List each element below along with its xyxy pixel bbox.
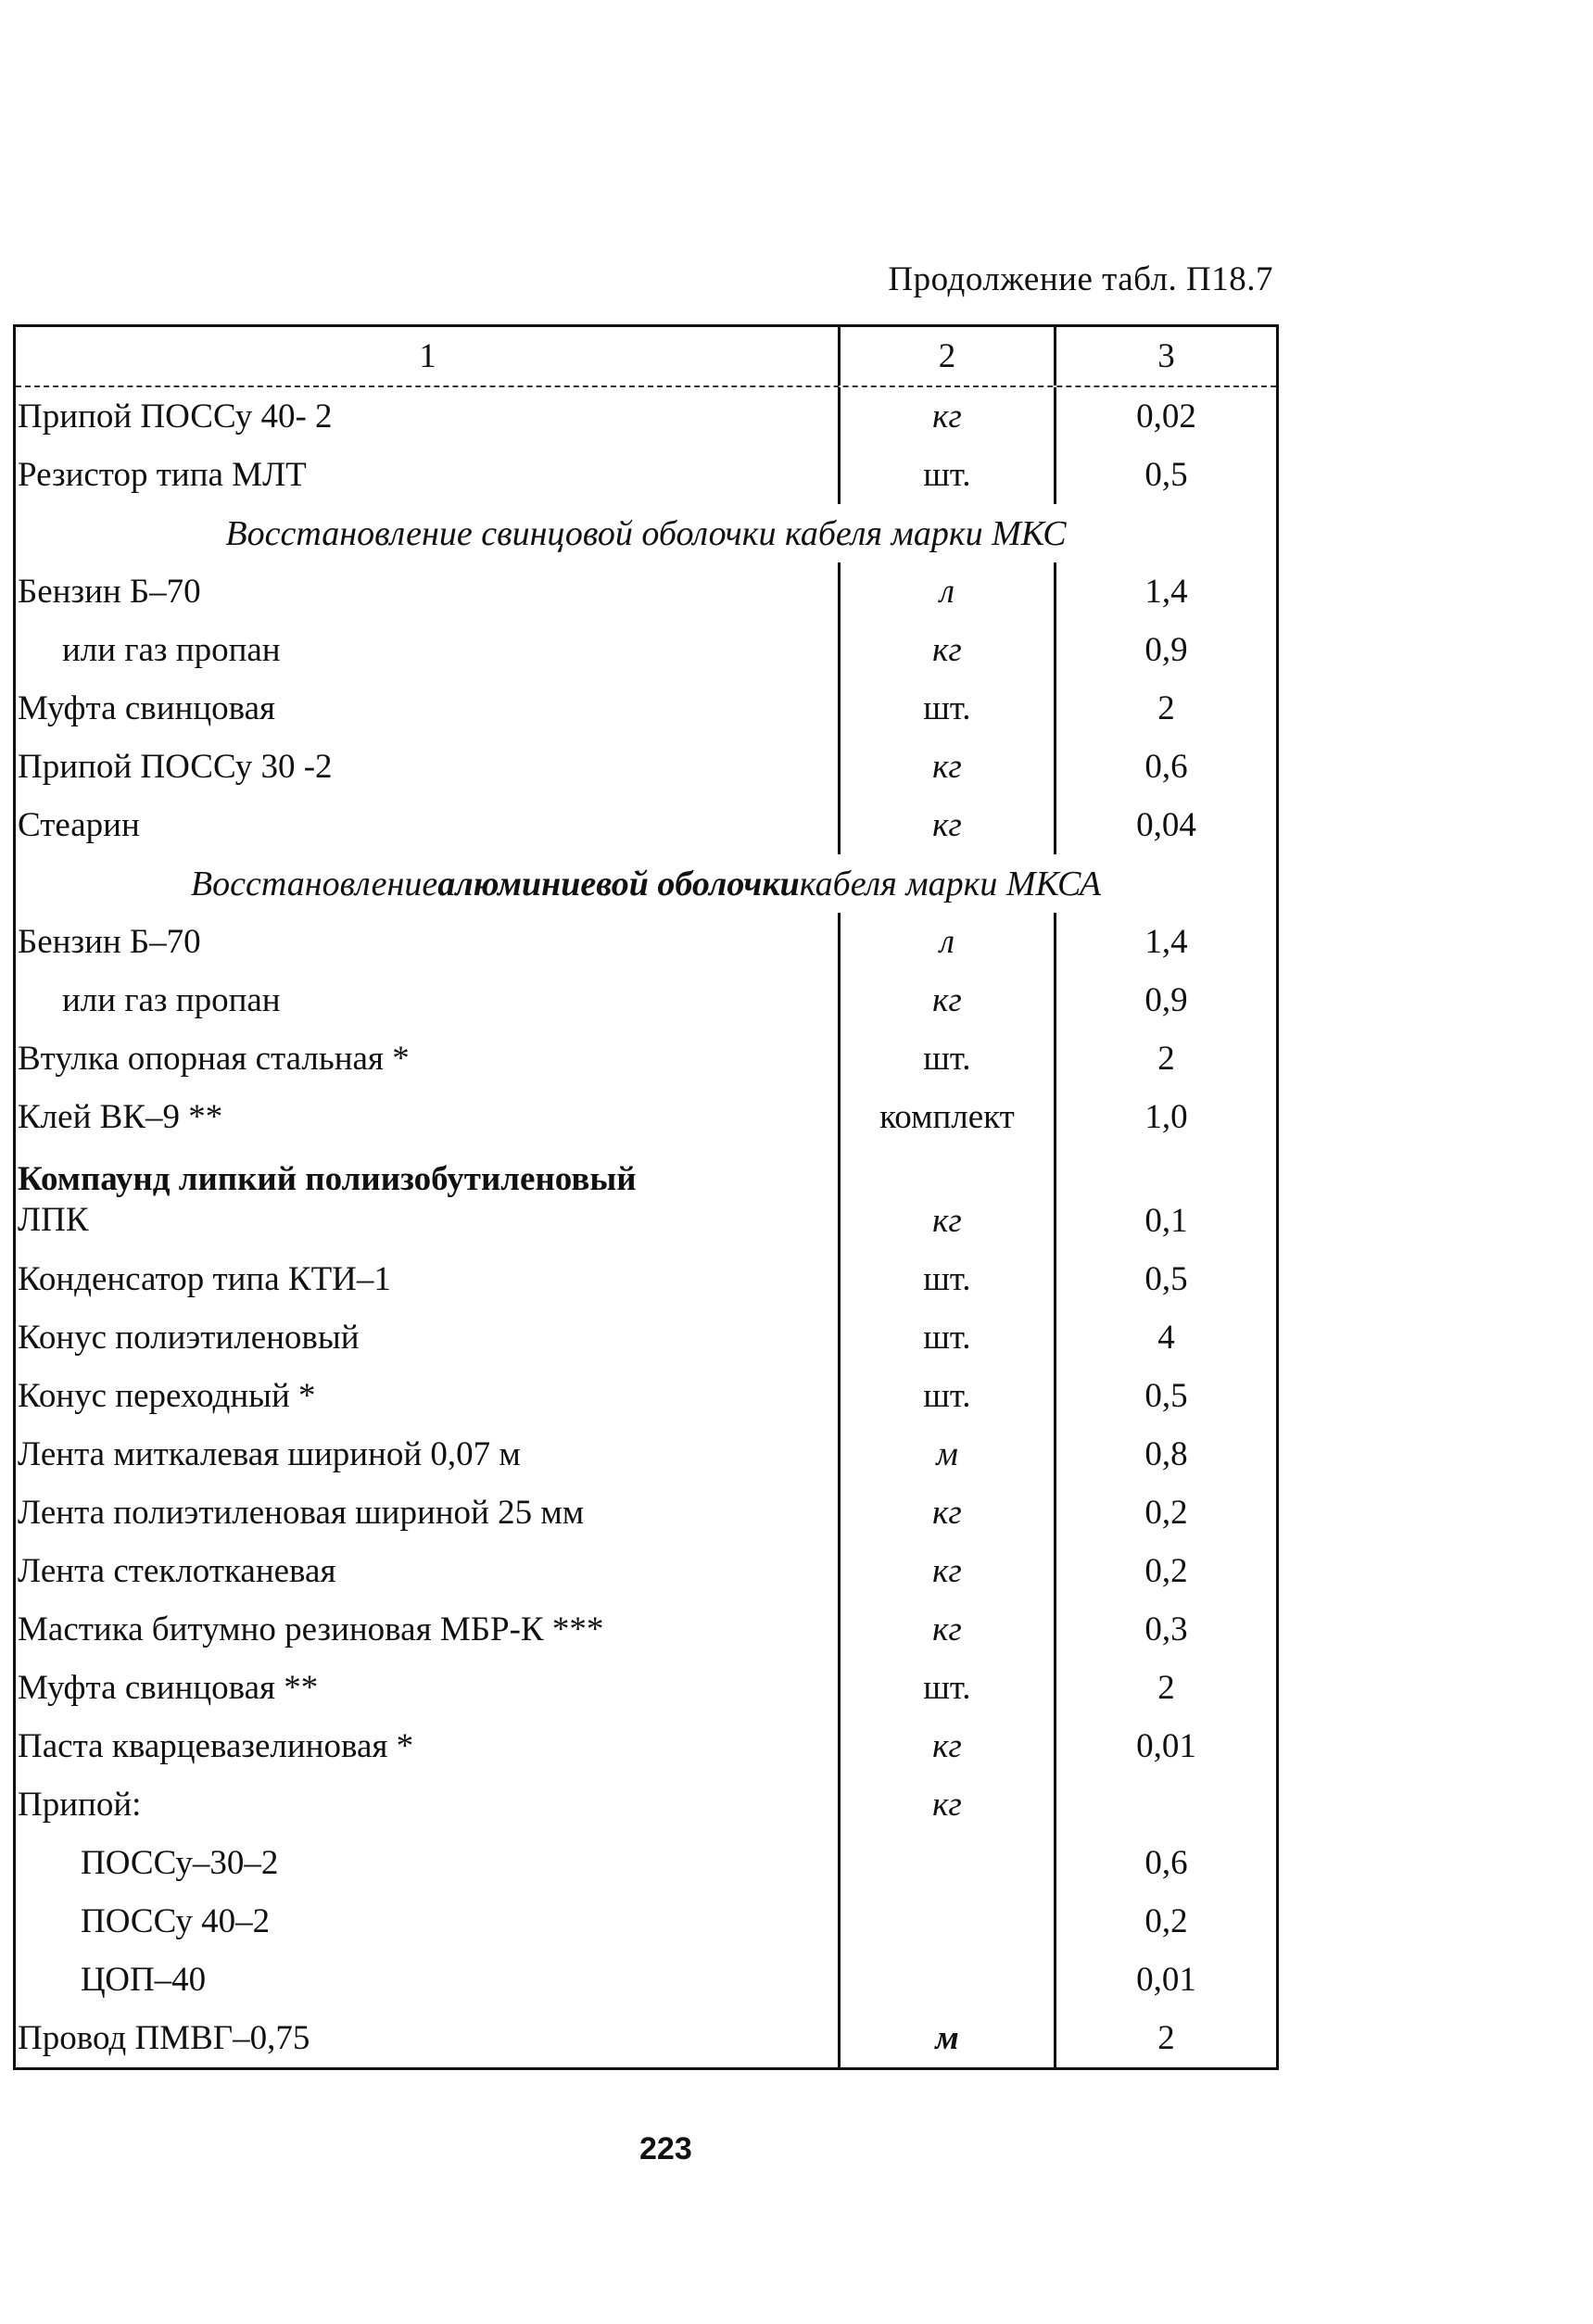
row-value: 0,6 (1054, 1834, 1276, 1892)
row-value: 0,2 (1054, 1484, 1276, 1542)
table-caption: Продолжение табл. П18.7 (888, 260, 1273, 298)
table-row (16, 913, 1276, 971)
materials-table (13, 324, 1279, 2070)
row-name: ПОССу 40–2 (81, 1902, 271, 1940)
row-name: Втулка опорная стальная * (18, 1040, 410, 1078)
section-heading-mks: Восстановление свинцовой оболочки кабеля марки МКС (225, 513, 1067, 553)
row-name: или газ пропан (62, 981, 281, 1019)
table-row (16, 1600, 1276, 1659)
row-value: 1,4 (1054, 562, 1276, 621)
table-row (16, 1484, 1276, 1542)
table-row (16, 446, 1276, 504)
row-name: Клей ВК–9 ** (18, 1098, 223, 1136)
table-row (16, 1367, 1276, 1425)
row-name: Конус переходный * (18, 1377, 316, 1415)
row-name: Лента полиэтиленовая шириной 25 мм (18, 1494, 585, 1532)
row-value: 2 (1054, 1659, 1276, 1717)
row-unit: шт. (838, 1367, 1054, 1425)
row-unit (838, 1951, 1054, 2009)
table-row (16, 796, 1276, 854)
row-value: 0,3 (1054, 1600, 1276, 1659)
row-name: Лента миткалевая шириной 0,07 м (18, 1435, 521, 1473)
row-name: Муфта свинцовая (18, 689, 276, 727)
row-value: 0,5 (1054, 446, 1276, 504)
row-unit (838, 1834, 1054, 1892)
section-heading-part3: кабеля марки МКСА (799, 864, 1102, 903)
row-value: 1,4 (1054, 913, 1276, 971)
row-value: 0,5 (1054, 1250, 1276, 1308)
row-value: 0,01 (1054, 1717, 1276, 1775)
row-unit: кг (838, 796, 1054, 854)
table-row (16, 1088, 1276, 1146)
row-unit: кг (838, 1775, 1054, 1834)
table-row (16, 1775, 1276, 1834)
row-name: ПОССу–30–2 (81, 1844, 279, 1882)
row-value: 0,04 (1054, 796, 1276, 854)
table-row (16, 2009, 1276, 2067)
row-value: 0,9 (1054, 971, 1276, 1029)
table-row (16, 1308, 1276, 1367)
header-col-1: 1 (419, 337, 436, 375)
row-name-multiline (16, 1159, 838, 1250)
row-unit: кг (838, 738, 1054, 796)
row-unit: шт. (838, 1308, 1054, 1367)
row-unit: л (838, 913, 1054, 971)
header-col-3: 3 (1054, 327, 1276, 385)
row-value: 0,8 (1054, 1425, 1276, 1484)
row-name: Конденсатор типа КТИ–1 (18, 1260, 391, 1298)
row-value: 2 (1054, 1029, 1276, 1088)
row-name: Лента стеклотканевая (18, 1552, 336, 1590)
table-row (16, 1892, 1276, 1951)
row-value: 4 (1054, 1308, 1276, 1367)
row-unit: шт. (838, 679, 1054, 738)
row-name: Мастика битумно резиновая МБР-К *** (18, 1610, 604, 1648)
row-value: 0,2 (1054, 1892, 1276, 1951)
row-value: 2 (1054, 2009, 1276, 2067)
table-row (16, 1425, 1276, 1484)
row-value (1054, 1775, 1276, 1834)
table-row (16, 971, 1276, 1029)
table-row (16, 387, 1276, 446)
table-row (16, 1951, 1276, 2009)
table-header-row (16, 327, 1276, 387)
row-unit: комплект (838, 1088, 1054, 1146)
row-unit (838, 1892, 1054, 1951)
row-value: 2 (1054, 679, 1276, 738)
row-value: 0,1 (1054, 1146, 1276, 1250)
row-value: 0,6 (1054, 738, 1276, 796)
row-value: 1,0 (1054, 1088, 1276, 1146)
table-row (16, 1659, 1276, 1717)
row-value: 0,9 (1054, 621, 1276, 679)
row-name: Припой ПОССу 30 -2 (18, 748, 333, 786)
section-heading-part1: Восстановление (190, 864, 438, 903)
row-name: Резистор типа МЛТ (18, 456, 307, 494)
row-name: Паста кварцевазелиновая * (18, 1727, 414, 1765)
row-name: Стеарин (18, 806, 140, 844)
row-unit: кг (838, 387, 1054, 446)
row-unit: кг (838, 1542, 1054, 1600)
row-unit: шт. (838, 1029, 1054, 1088)
row-unit: шт. (838, 1659, 1054, 1717)
table-row (16, 1834, 1276, 1892)
row-value: 0,01 (1054, 1951, 1276, 2009)
row-unit: кг (838, 621, 1054, 679)
row-unit: кг (838, 1146, 1054, 1250)
page-number: 223 (639, 2131, 692, 2166)
row-name: Припой ПОССу 40- 2 (18, 398, 333, 436)
row-name: Припой: (18, 1786, 142, 1824)
table-row (16, 738, 1276, 796)
table-row (16, 1029, 1276, 1088)
row-unit: кг (838, 1600, 1054, 1659)
row-name: Бензин Б–70 (18, 573, 201, 611)
table-row (16, 1250, 1276, 1308)
row-name: или газ пропан (62, 631, 281, 669)
row-value: 0,02 (1054, 387, 1276, 446)
section-heading-bold: алюминиевой оболочки (437, 864, 800, 903)
header-col-2: 2 (838, 327, 1054, 385)
row-name: Муфта свинцовая ** (18, 1669, 319, 1707)
row-name: Бензин Б–70 (18, 923, 201, 961)
row-name-line1: Компаунд липкий полиизобутиленовый (18, 1160, 637, 1198)
row-unit: м (838, 1425, 1054, 1484)
row-unit: кг (838, 1484, 1054, 1542)
row-name-line2: ЛПК (18, 1201, 89, 1239)
row-unit: м (838, 2009, 1054, 2067)
row-unit: кг (838, 971, 1054, 1029)
row-name: Провод ПМВГ–0,75 (18, 2019, 310, 2057)
table-row (16, 679, 1276, 738)
row-unit: л (838, 562, 1054, 621)
row-unit: шт. (838, 446, 1054, 504)
row-value: 0,5 (1054, 1367, 1276, 1425)
section-heading-mksa (16, 854, 1276, 913)
row-unit: шт. (838, 1250, 1054, 1308)
table-row (16, 1542, 1276, 1600)
row-name: Конус полиэтиленовый (18, 1319, 360, 1357)
table-row (16, 1717, 1276, 1775)
table-row (16, 1146, 1276, 1250)
row-unit: кг (838, 1717, 1054, 1775)
table-row (16, 621, 1276, 679)
row-name: ЦОП–40 (81, 1961, 207, 1999)
table-row (16, 562, 1276, 621)
row-value: 0,2 (1054, 1542, 1276, 1600)
